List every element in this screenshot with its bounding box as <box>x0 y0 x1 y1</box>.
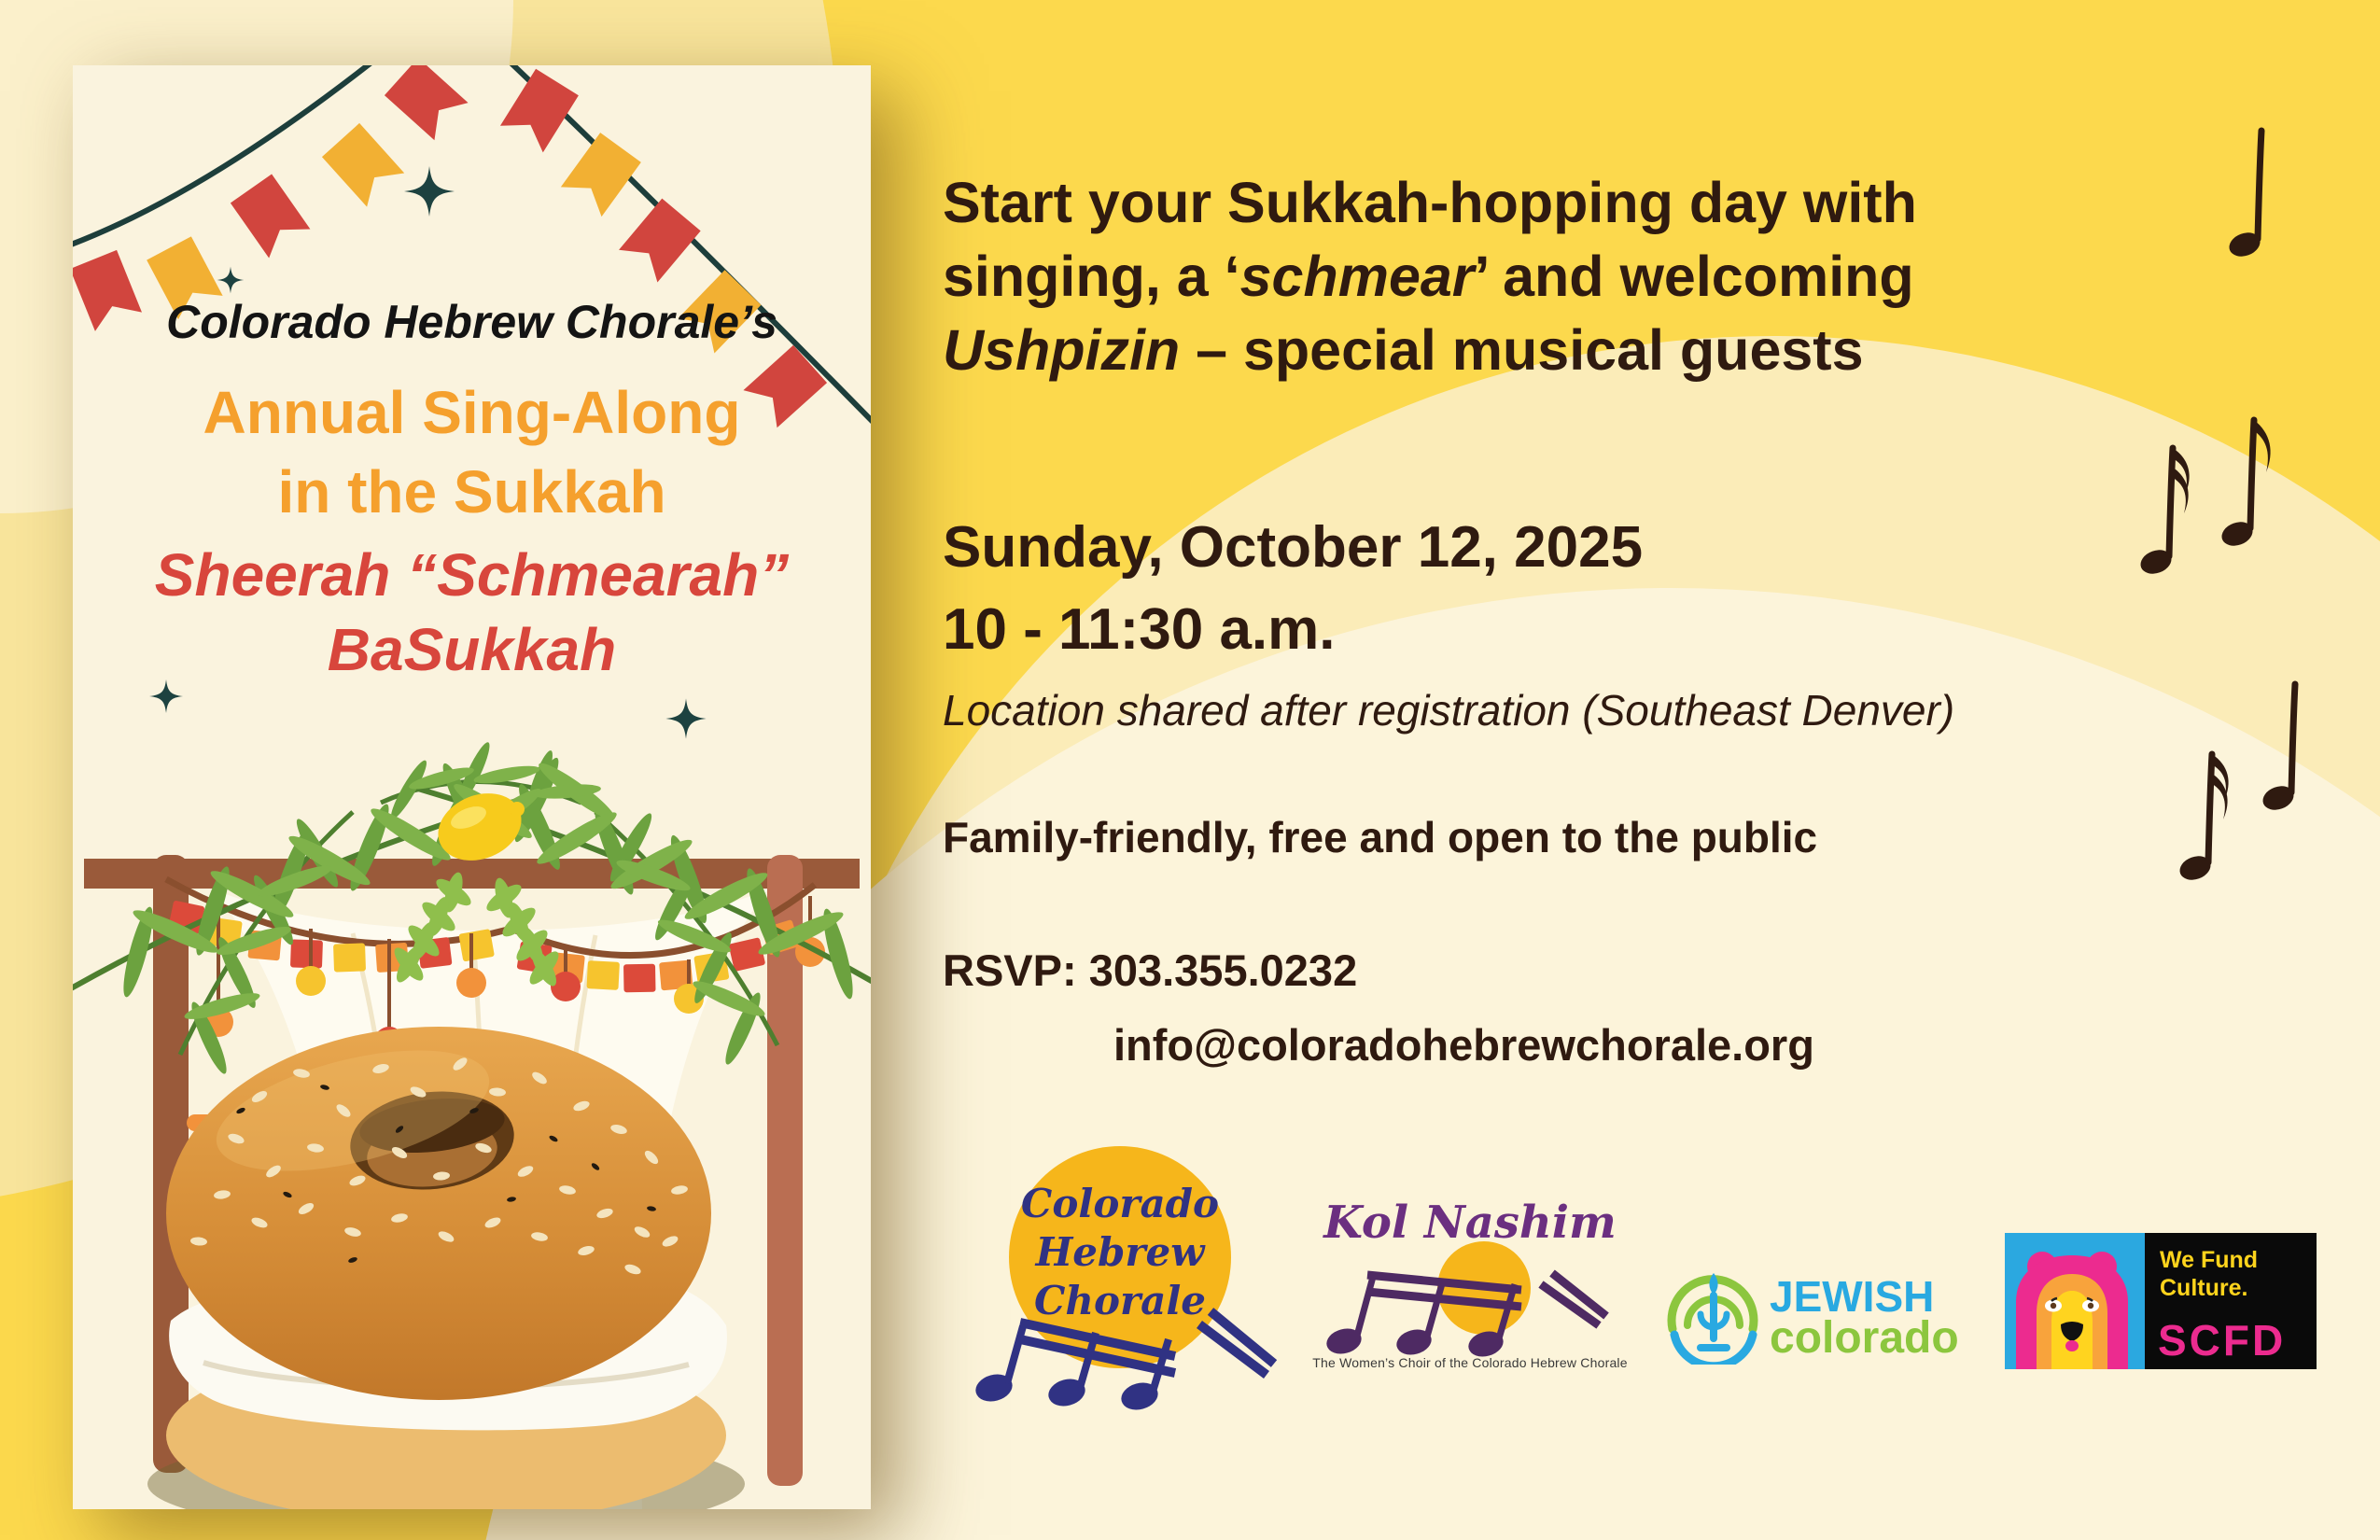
headline-line3-italic: Ushpizin <box>943 318 1181 382</box>
rsvp-email: info@coloradohebrewchorale.org <box>1113 1020 1814 1070</box>
card-decorations <box>73 65 871 1509</box>
card-subtitle <box>73 538 871 687</box>
jewish-colorado-word2: colorado <box>1770 1313 1959 1363</box>
card-presenter: Colorado Hebrew Chorale’s <box>166 296 777 348</box>
card-subtitle-line2: BaSukkah <box>327 616 617 683</box>
headline-line2-post: ’ and welcoming <box>1474 245 1914 308</box>
music-note-icon <box>2135 431 2210 581</box>
event-date: Sunday, October 12, 2025 <box>943 515 1644 580</box>
event-location: Location shared after registration (Southeast Denver) <box>943 686 1955 735</box>
headline <box>943 166 1917 387</box>
chorale-logo-word1: Colorado <box>1020 1181 1220 1226</box>
jewish-colorado-logo <box>1659 1260 1986 1365</box>
chorale-logo-word2: Hebrew <box>1035 1229 1205 1275</box>
headline-line1: Start your Sukkah-hopping day with <box>943 171 1917 234</box>
card-title-line1: Annual Sing-Along <box>203 379 741 446</box>
jewish-colorado-word1: JEWISH <box>1770 1272 1935 1321</box>
chorale-logo <box>966 1143 1283 1433</box>
audience-note: Family-friendly, free and open to the public <box>943 813 1818 861</box>
music-note-icon <box>2258 667 2323 817</box>
chorale-logo-word3: Chorale <box>1034 1278 1206 1323</box>
kol-nashim-caption: The Women’s Choir of the Colorado Hebrew Chorale <box>1312 1355 1628 1370</box>
music-note-icon <box>2175 737 2249 887</box>
scfd-name: SCFD <box>2158 1316 2287 1365</box>
rsvp-phone: RSVP: 303.355.0232 <box>943 945 1358 995</box>
card-title <box>73 373 871 532</box>
kol-nashim-logo <box>1302 1195 1638 1391</box>
date-time-block <box>943 507 1954 738</box>
rsvp-block <box>943 933 1814 1083</box>
headline-line2 <box>943 240 1917 314</box>
music-note-icon <box>2217 403 2291 553</box>
sukkah-illustration <box>73 739 871 1509</box>
bear-icon <box>2016 1252 2128 1369</box>
scfd-logo <box>2005 1233 2317 1369</box>
kol-nashim-script: Kol Nashim <box>1323 1197 1617 1249</box>
scfd-tagline1: We Fund <box>2160 1247 2259 1273</box>
card-subtitle-line1: Sheerah “Schmearah” <box>154 541 790 609</box>
headline-line2-pre: singing, a ‘ <box>943 245 1240 308</box>
headline-line3-post: – special musical guests <box>1180 318 1864 382</box>
scfd-tagline2: Culture. <box>2160 1275 2248 1301</box>
card-title-line2: in the Sukkah <box>277 458 666 525</box>
flyer-card <box>73 65 871 1509</box>
headline-line2-italic: schmear <box>1239 245 1475 308</box>
event-time: 10 - 11:30 a.m. <box>943 597 1336 662</box>
headline-line3 <box>943 314 1917 387</box>
music-note-icon <box>2224 114 2289 263</box>
